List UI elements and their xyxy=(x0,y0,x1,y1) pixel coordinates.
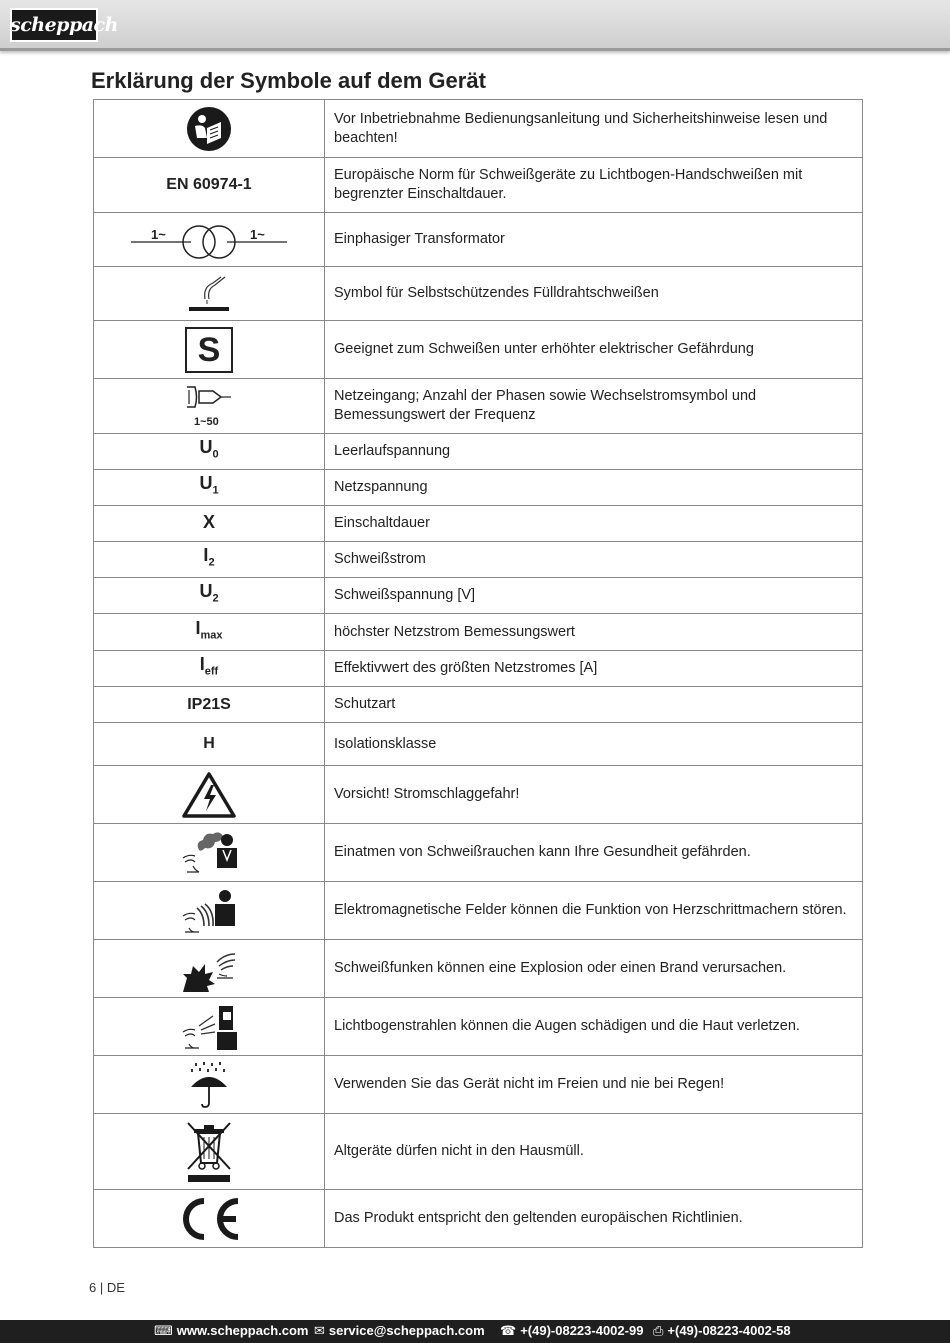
electric-shock-warning-icon xyxy=(181,771,237,819)
table-row xyxy=(94,1056,863,1114)
row-description: Verwenden Sie das Gerät nicht im Freien und nie bei Regen! xyxy=(325,1056,863,1114)
row-description: Netzeingang; Anzahl der Phasen sowie Wechselstromsymbol und Bemessungswert der Frequenz xyxy=(325,379,863,434)
arc-rays-icon xyxy=(179,1002,239,1052)
phone-icon: ☎ xyxy=(500,1323,517,1338)
symbol-ieff: $I_{eff}$ xyxy=(199,654,219,678)
mains-input-label: 1~50 xyxy=(194,416,219,428)
symbol-ip21s: IP21S xyxy=(187,695,231,713)
table-row xyxy=(94,614,863,651)
table-row xyxy=(94,578,863,614)
row-description: Geeignet zum Schweißen unter erhöhter elektrischer Gefährdung xyxy=(325,321,863,379)
transformer-label-left: 1~ xyxy=(151,226,166,242)
s-mark-icon: S xyxy=(185,327,233,373)
header-bar xyxy=(0,0,950,51)
standard-label: EN 60974-1 xyxy=(166,176,252,193)
fax-icon: ⎙ xyxy=(653,1323,664,1338)
row-description: Vorsicht! Stromschlaggefahr! xyxy=(325,766,863,824)
table-row xyxy=(94,434,863,470)
symbol-i2: $I_2$ xyxy=(203,545,215,569)
scheppach-logo: scheppach xyxy=(10,8,98,42)
symbol-u1: $U_1$ xyxy=(199,473,219,497)
table-row xyxy=(94,723,863,766)
row-description: Einphasiger Transformator xyxy=(325,213,863,267)
footer-website[interactable]: ⌨ www.scheppach.com xyxy=(154,1323,309,1338)
footer-email[interactable]: ✉ service@scheppach.com xyxy=(314,1323,485,1338)
symbol-table xyxy=(93,99,863,1248)
row-description: Elektromagnetische Felder können die Funktion von Herzschrittmachern stören. xyxy=(325,882,863,940)
table-row xyxy=(94,998,863,1056)
flux-cored-welding-icon xyxy=(187,273,231,315)
row-description: Einatmen von Schweißrauchen kann Ihre Gesundheit gefährden. xyxy=(325,824,863,882)
symbol-x: X xyxy=(202,512,215,532)
page-title: Erklärung der Symbole auf dem Gerät xyxy=(91,68,486,93)
row-description: Leerlaufspannung xyxy=(325,434,863,470)
row-description: Lichtbogenstrahlen können die Augen schädigen und die Haut verletzen. xyxy=(325,998,863,1056)
row-description: Schweißstrom xyxy=(325,542,863,578)
footer-phone[interactable]: ☎ +(49)-08223-4002-99 xyxy=(500,1323,644,1338)
row-description: Effektivwert des größten Netzstromes [A] xyxy=(325,651,863,687)
symbol-u2: $U_2$ xyxy=(199,581,219,605)
symbol-h: H xyxy=(203,735,215,752)
row-description: Symbol für Selbstschützendes Fülldrahtschweißen xyxy=(325,267,863,321)
footer-fax[interactable]: ⎙ +(49)-08223-4002-58 xyxy=(653,1323,791,1338)
table-row xyxy=(94,766,863,824)
row-description: Schutzart xyxy=(325,687,863,723)
ce-mark-icon xyxy=(176,1195,242,1243)
table-row xyxy=(94,1190,863,1248)
row-description: Schweißfunken können eine Explosion oder einen Brand verursachen. xyxy=(325,940,863,998)
crossed-bin-icon xyxy=(184,1119,234,1185)
row-description: Schweißspannung [V] xyxy=(325,578,863,614)
read-manual-icon xyxy=(186,106,232,152)
row-description: Altgeräte dürfen nicht in den Hausmüll. xyxy=(325,1114,863,1190)
table-row xyxy=(94,213,863,267)
table-row xyxy=(94,506,863,542)
row-description: Das Produkt entspricht den geltenden europäischen Richtlinien. xyxy=(325,1190,863,1248)
row-description: höchster Netzstrom Bemessungswert xyxy=(325,614,863,651)
table-row xyxy=(94,100,863,158)
table-row xyxy=(94,687,863,723)
row-description: Netzspannung xyxy=(325,470,863,506)
table-row xyxy=(94,470,863,506)
table-row xyxy=(94,267,863,321)
table-row xyxy=(94,651,863,687)
row-description: Einschaltdauer xyxy=(325,506,863,542)
sparks-explosion-icon xyxy=(179,944,239,994)
table-row xyxy=(94,379,863,434)
symbol-u0: $U_0$ xyxy=(199,437,219,461)
page-number: 6 | DE xyxy=(89,1280,125,1295)
mail-icon: ✉ xyxy=(314,1323,325,1338)
table-row xyxy=(94,940,863,998)
electromagnetic-field-icon xyxy=(179,886,239,936)
symbol-imax: $I_{max}$ xyxy=(195,617,223,642)
table-row xyxy=(94,542,863,578)
transformer-label-right: 1~ xyxy=(250,226,265,242)
footer-bar xyxy=(0,1320,950,1343)
table-row xyxy=(94,1114,863,1190)
welding-fumes-icon xyxy=(179,828,239,878)
row-description: Isolationsklasse xyxy=(325,723,863,766)
row-description: Vor Inbetriebnahme Bedienungsanleitung und Sicherheitshinweise lesen und beachten! xyxy=(325,100,863,158)
computer-icon: ⌨ xyxy=(154,1323,173,1338)
no-rain-icon xyxy=(187,1061,231,1109)
table-row xyxy=(94,824,863,882)
table-row xyxy=(94,321,863,379)
row-description: Europäische Norm für Schweißgeräte zu Lichtbogen-Handschweißen mit begrenzter Einschaltdauer. xyxy=(325,158,863,213)
mains-input-icon xyxy=(179,383,239,429)
transformer-icon xyxy=(129,220,289,260)
table-row xyxy=(94,158,863,213)
table-row xyxy=(94,882,863,940)
